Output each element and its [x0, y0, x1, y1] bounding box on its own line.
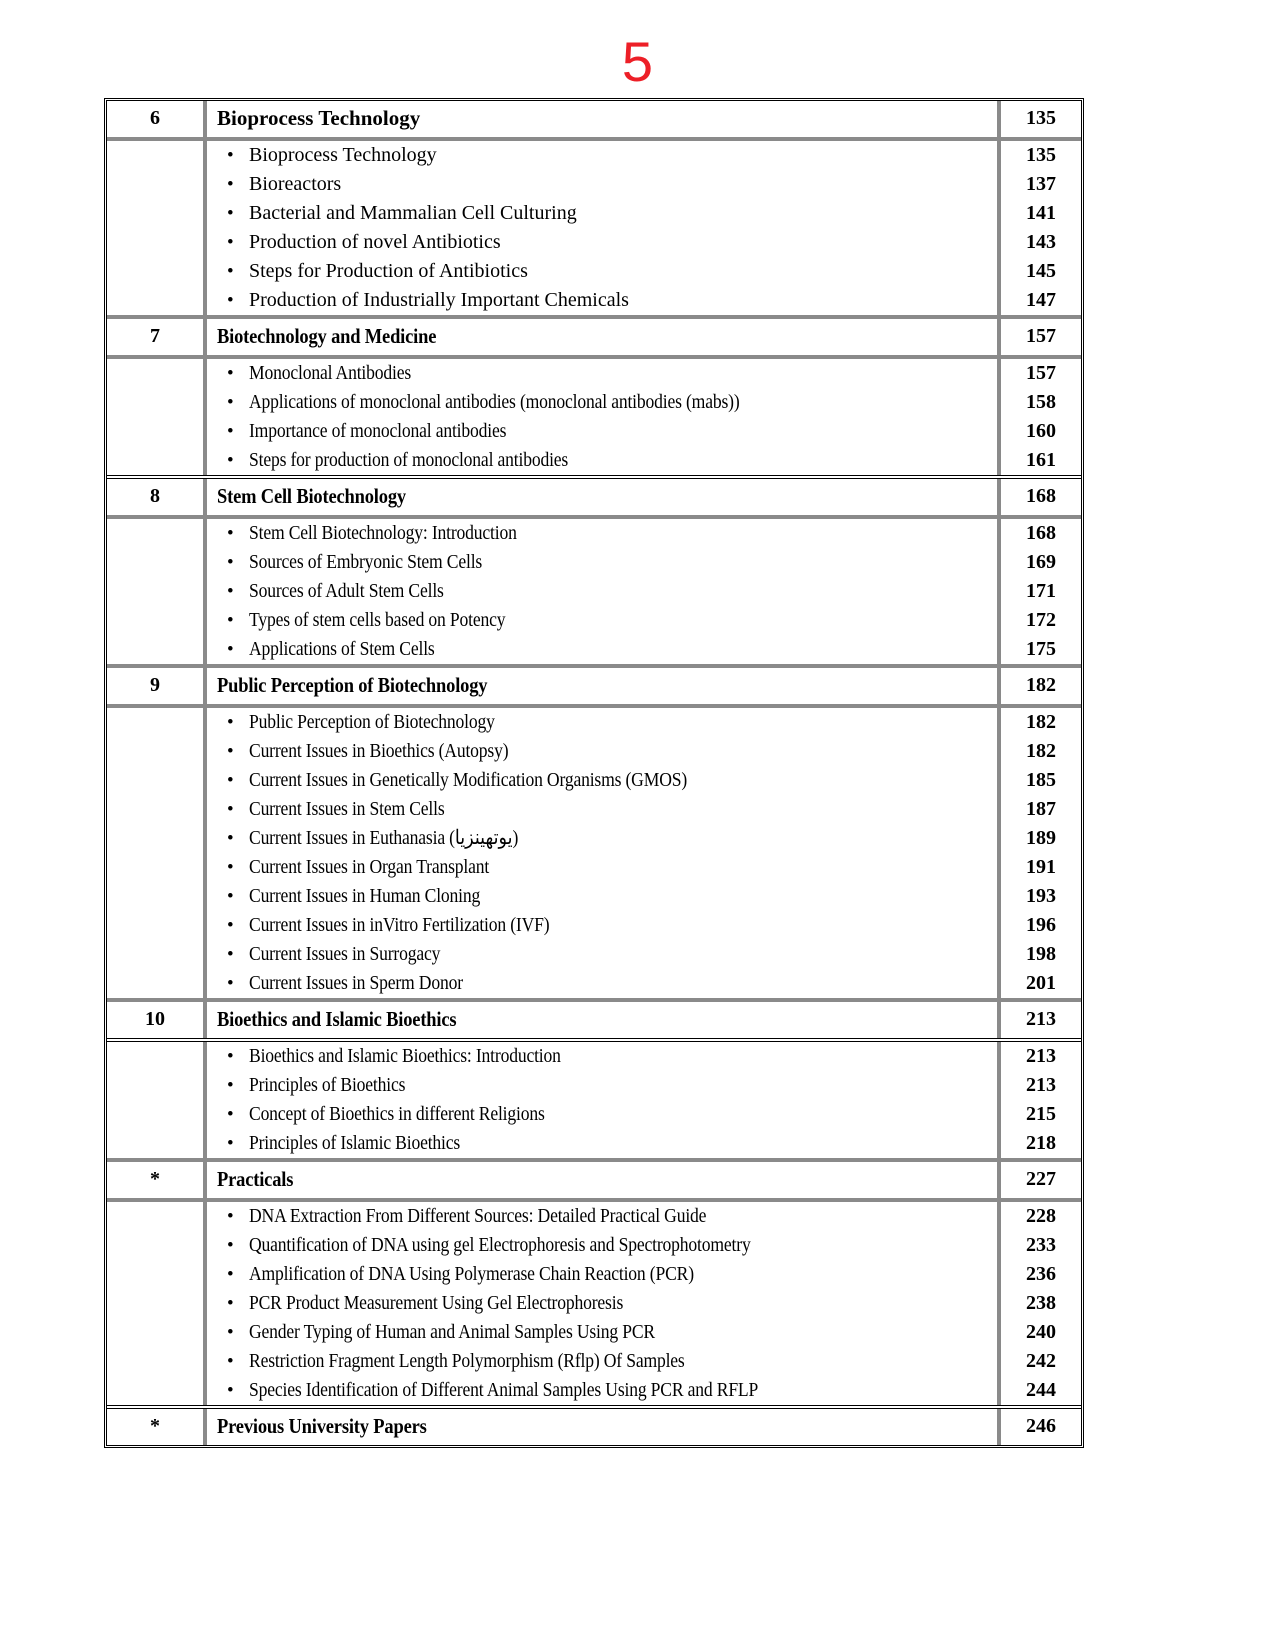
- chapter-number: *: [107, 1162, 207, 1198]
- item-page: 228: [997, 1202, 1081, 1231]
- bullet-icon: •: [227, 1380, 234, 1401]
- item-text: Principles of Islamic Bioethics: [249, 1132, 461, 1154]
- bullet-icon: •: [227, 1351, 234, 1372]
- toc-item-row: [107, 1038, 1081, 1071]
- bullet-icon: •: [227, 174, 234, 195]
- chapter-page: 213: [997, 1002, 1081, 1038]
- item-page: 157: [997, 359, 1081, 388]
- item-text: Monoclonal Antibodies: [249, 362, 412, 384]
- chapter-row: [107, 101, 1081, 137]
- bullet-icon: •: [227, 1046, 234, 1067]
- bullet-icon: •: [227, 1322, 234, 1343]
- toc-item-row: [107, 635, 1081, 664]
- toc-item-row: [107, 606, 1081, 635]
- item-text: Current Issues in Surrogacy: [249, 943, 441, 965]
- chapter-title: Biotechnology and Medicine: [217, 324, 437, 348]
- toc-item-row: [107, 1376, 1081, 1405]
- bullet-icon: •: [227, 392, 234, 413]
- item-text: Importance of monoclonal antibodies: [249, 420, 507, 442]
- bullet-icon: •: [227, 363, 234, 384]
- item-text: Current Issues in Stem Cells: [249, 798, 445, 820]
- item-page: 175: [997, 635, 1081, 664]
- toc-table: [104, 98, 1084, 1448]
- item-text: Types of stem cells based on Potency: [249, 609, 506, 631]
- toc-item-row: [107, 417, 1081, 446]
- toc-item-row: [107, 548, 1081, 577]
- item-text: Steps for Production of Antibiotics: [249, 260, 528, 282]
- item-text: Sources of Adult Stem Cells: [249, 580, 444, 602]
- chapter-page: 227: [997, 1162, 1081, 1198]
- bullet-icon: •: [227, 770, 234, 791]
- toc-item-row: [107, 1129, 1081, 1158]
- chapter-title: Previous University Papers: [217, 1414, 427, 1438]
- bullet-icon: •: [227, 741, 234, 762]
- item-page: 160: [997, 417, 1081, 446]
- item-page: 161: [997, 446, 1081, 475]
- item-text: Current Issues in Genetically Modification Organisms (GMOS): [249, 769, 688, 791]
- item-text: Principles of Bioethics: [249, 1074, 406, 1096]
- item-page: 193: [997, 882, 1081, 911]
- bullet-icon: •: [227, 973, 234, 994]
- bullet-icon: •: [227, 1235, 234, 1256]
- bullet-icon: •: [227, 261, 234, 282]
- item-page: 238: [997, 1289, 1081, 1318]
- toc-item-row: [107, 286, 1081, 315]
- item-page: 171: [997, 577, 1081, 606]
- item-page: 145: [997, 257, 1081, 286]
- bullet-icon: •: [227, 421, 234, 442]
- chapter-page: 168: [997, 479, 1081, 515]
- item-text: Species Identification of Different Animal Samples Using PCR and RFLP: [249, 1379, 759, 1401]
- chapter-page: 135: [997, 101, 1081, 137]
- chapter-row: [107, 475, 1081, 515]
- bullet-icon: •: [227, 857, 234, 878]
- bullet-icon: •: [227, 944, 234, 965]
- chapter-row: [107, 315, 1081, 355]
- chapter-title: Bioprocess Technology: [217, 106, 421, 130]
- item-text: Production of Industrially Important Chemicals: [249, 289, 629, 311]
- chapter-row: [107, 998, 1081, 1038]
- item-text: Quantification of DNA using gel Electrophoresis and Spectrophotometry: [249, 1234, 751, 1256]
- toc-item-row: [107, 137, 1081, 170]
- toc-item-row: [107, 704, 1081, 737]
- bullet-icon: •: [227, 145, 234, 166]
- chapter-page: 182: [997, 668, 1081, 704]
- toc-item-row: [107, 882, 1081, 911]
- item-text: Bioreactors: [249, 173, 342, 195]
- chapter-number: 6: [107, 101, 207, 137]
- item-page: 168: [997, 519, 1081, 548]
- chapter-number: *: [107, 1409, 207, 1445]
- item-page: 137: [997, 170, 1081, 199]
- item-page: 187: [997, 795, 1081, 824]
- toc-item-row: [107, 1231, 1081, 1260]
- bullet-icon: •: [227, 610, 234, 631]
- item-text: Bioethics and Islamic Bioethics: Introduction: [249, 1045, 561, 1067]
- item-text: Concept of Bioethics in different Religions: [249, 1103, 545, 1125]
- toc-item-row: [107, 170, 1081, 199]
- item-text: DNA Extraction From Different Sources: Detailed Practical Guide: [249, 1205, 707, 1227]
- chapter-number: 10: [107, 1002, 207, 1038]
- bullet-icon: •: [227, 552, 234, 573]
- item-page: 158: [997, 388, 1081, 417]
- item-text: PCR Product Measurement Using Gel Electrophoresis: [249, 1292, 624, 1314]
- page-number: 5: [621, 30, 654, 93]
- chapter-number: 9: [107, 668, 207, 704]
- item-text: Current Issues in Bioethics (Autopsy): [249, 740, 509, 762]
- bullet-icon: •: [227, 639, 234, 660]
- item-text: Production of novel Antibiotics: [249, 231, 501, 253]
- chapter-title: Public Perception of Biotechnology: [217, 673, 488, 697]
- chapter-title: Practicals: [217, 1167, 294, 1191]
- toc-item-row: [107, 515, 1081, 548]
- toc-item-row: [107, 1071, 1081, 1100]
- item-page: 213: [997, 1042, 1081, 1071]
- item-text: Applications of monoclonal antibodies (monoclonal antibodies (mabs)): [249, 391, 740, 413]
- item-page: 218: [997, 1129, 1081, 1158]
- bullet-icon: •: [227, 1293, 234, 1314]
- item-page: 182: [997, 737, 1081, 766]
- toc-item-row: [107, 824, 1081, 853]
- item-page: 191: [997, 853, 1081, 882]
- item-page: 215: [997, 1100, 1081, 1129]
- toc-item-row: [107, 940, 1081, 969]
- item-text: Amplification of DNA Using Polymerase Chain Reaction (PCR): [249, 1263, 694, 1285]
- item-page: 189: [997, 824, 1081, 853]
- item-text: Stem Cell Biotechnology: Introduction: [249, 522, 517, 544]
- item-text: Current Issues in inVitro Fertilization (IVF): [249, 914, 550, 936]
- chapter-title: Bioethics and Islamic Bioethics: [217, 1007, 457, 1031]
- toc-item-row: [107, 969, 1081, 998]
- chapter-number: 7: [107, 319, 207, 355]
- bullet-icon: •: [227, 828, 234, 849]
- toc-item-row: [107, 1289, 1081, 1318]
- chapter-title: Stem Cell Biotechnology: [217, 484, 406, 508]
- item-page: 169: [997, 548, 1081, 577]
- item-page: 213: [997, 1071, 1081, 1100]
- item-page: 172: [997, 606, 1081, 635]
- toc-item-row: [107, 1318, 1081, 1347]
- chapter-number: 8: [107, 479, 207, 515]
- toc-item-row: [107, 199, 1081, 228]
- toc-item-row: [107, 1100, 1081, 1129]
- item-page: 240: [997, 1318, 1081, 1347]
- item-page: 135: [997, 141, 1081, 170]
- item-page: 201: [997, 969, 1081, 998]
- item-text: Public Perception of Biotechnology: [249, 711, 495, 733]
- item-page: 236: [997, 1260, 1081, 1289]
- item-text: Gender Typing of Human and Animal Samples Using PCR: [249, 1321, 655, 1343]
- bullet-icon: •: [227, 1206, 234, 1227]
- bullet-icon: •: [227, 450, 234, 471]
- item-page: 185: [997, 766, 1081, 795]
- toc-item-row: [107, 853, 1081, 882]
- item-text: Sources of Embryonic Stem Cells: [249, 551, 483, 573]
- chapter-row: [107, 1158, 1081, 1198]
- item-page: 143: [997, 228, 1081, 257]
- toc-item-row: [107, 737, 1081, 766]
- item-page: 147: [997, 286, 1081, 315]
- bullet-icon: •: [227, 1264, 234, 1285]
- bullet-icon: •: [227, 581, 234, 602]
- item-page: 233: [997, 1231, 1081, 1260]
- chapter-page: 246: [997, 1409, 1081, 1445]
- bullet-icon: •: [227, 799, 234, 820]
- bullet-icon: •: [227, 886, 234, 907]
- toc-item-row: [107, 1198, 1081, 1231]
- bullet-icon: •: [227, 203, 234, 224]
- item-text: Current Issues in Human Cloning: [249, 885, 481, 907]
- item-page: 242: [997, 1347, 1081, 1376]
- bullet-icon: •: [227, 290, 234, 311]
- item-text: Bioprocess Technology: [249, 144, 437, 166]
- item-page: 196: [997, 911, 1081, 940]
- toc-item-row: [107, 795, 1081, 824]
- toc-item-row: [107, 1260, 1081, 1289]
- toc-item-row: [107, 577, 1081, 606]
- toc-item-row: [107, 1347, 1081, 1376]
- bullet-icon: •: [227, 915, 234, 936]
- item-page: 141: [997, 199, 1081, 228]
- toc-item-row: [107, 766, 1081, 795]
- chapter-row: [107, 1405, 1081, 1445]
- toc-item-row: [107, 355, 1081, 388]
- bullet-icon: •: [227, 1133, 234, 1154]
- bullet-icon: •: [227, 232, 234, 253]
- item-text: Restriction Fragment Length Polymorphism (Rflp) Of Samples: [249, 1350, 685, 1372]
- item-text: Current Issues in Euthanasia (یوتھینزیا): [249, 827, 519, 849]
- toc-item-row: [107, 257, 1081, 286]
- chapter-row: [107, 664, 1081, 704]
- item-page: 198: [997, 940, 1081, 969]
- toc-item-row: [107, 446, 1081, 475]
- chapter-page: 157: [997, 319, 1081, 355]
- item-page: 244: [997, 1376, 1081, 1405]
- bullet-icon: •: [227, 1075, 234, 1096]
- item-text: Steps for production of monoclonal antibodies: [249, 449, 569, 471]
- item-text: Applications of Stem Cells: [249, 638, 435, 660]
- item-text: Current Issues in Organ Transplant: [249, 856, 490, 878]
- item-page: 182: [997, 708, 1081, 737]
- toc-item-row: [107, 911, 1081, 940]
- bullet-icon: •: [227, 1104, 234, 1125]
- toc-item-row: [107, 388, 1081, 417]
- bullet-icon: •: [227, 712, 234, 733]
- toc-item-row: [107, 228, 1081, 257]
- item-text: Bacterial and Mammalian Cell Culturing: [249, 202, 577, 224]
- item-text: Current Issues in Sperm Donor: [249, 972, 463, 994]
- bullet-icon: •: [227, 523, 234, 544]
